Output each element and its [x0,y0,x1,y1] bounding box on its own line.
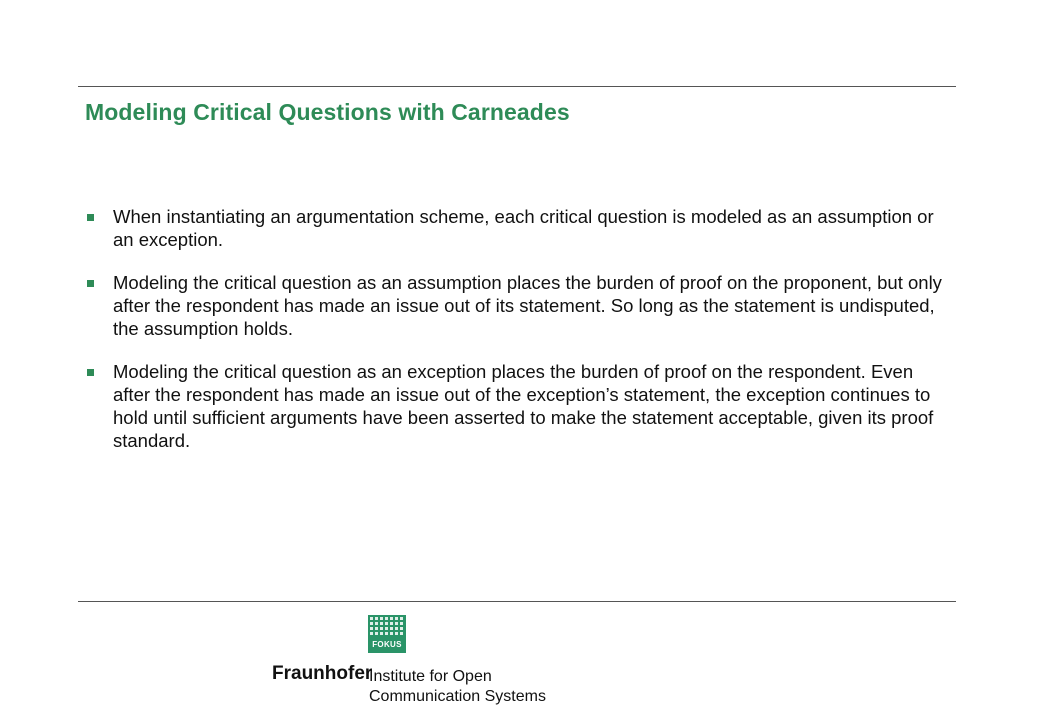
list-item [85,271,945,340]
brand-name: Fraunhofer [272,663,373,684]
institute-line-1: Institute for Open [369,668,492,685]
square-bullet-icon [87,280,94,287]
top-divider [78,86,956,87]
bottom-divider [78,601,956,602]
bullet-text: Modeling the critical question as an exception places the burden of proof on the respondent. Even after the respondent has made an issue out of the exception’s statement, the exception continues to hold until sufficient arguments have been asserted to make the statement acceptable, given its proof standard. [113,361,934,451]
square-bullet-icon [87,214,94,221]
fraunhofer-fokus-logo [272,615,572,715]
fokus-label: FOKUS [372,640,402,649]
institute-line-2: Communication Systems [369,688,546,705]
bullet-text: When instantiating an argumentation scheme, each critical question is modeled as an assumption or an exception. [113,206,934,250]
list-item [85,205,945,251]
square-bullet-icon [87,369,94,376]
institute-name [369,667,546,707]
list-item [85,360,945,452]
bullet-text: Modeling the critical question as an assumption places the burden of proof on the proponent, but only after the respondent has made an issue out of its statement. So long as the statement is undisputed, the assumption holds. [113,272,942,339]
bullet-list [85,205,945,472]
slide-title: Modeling Critical Questions with Carneades [85,99,570,125]
